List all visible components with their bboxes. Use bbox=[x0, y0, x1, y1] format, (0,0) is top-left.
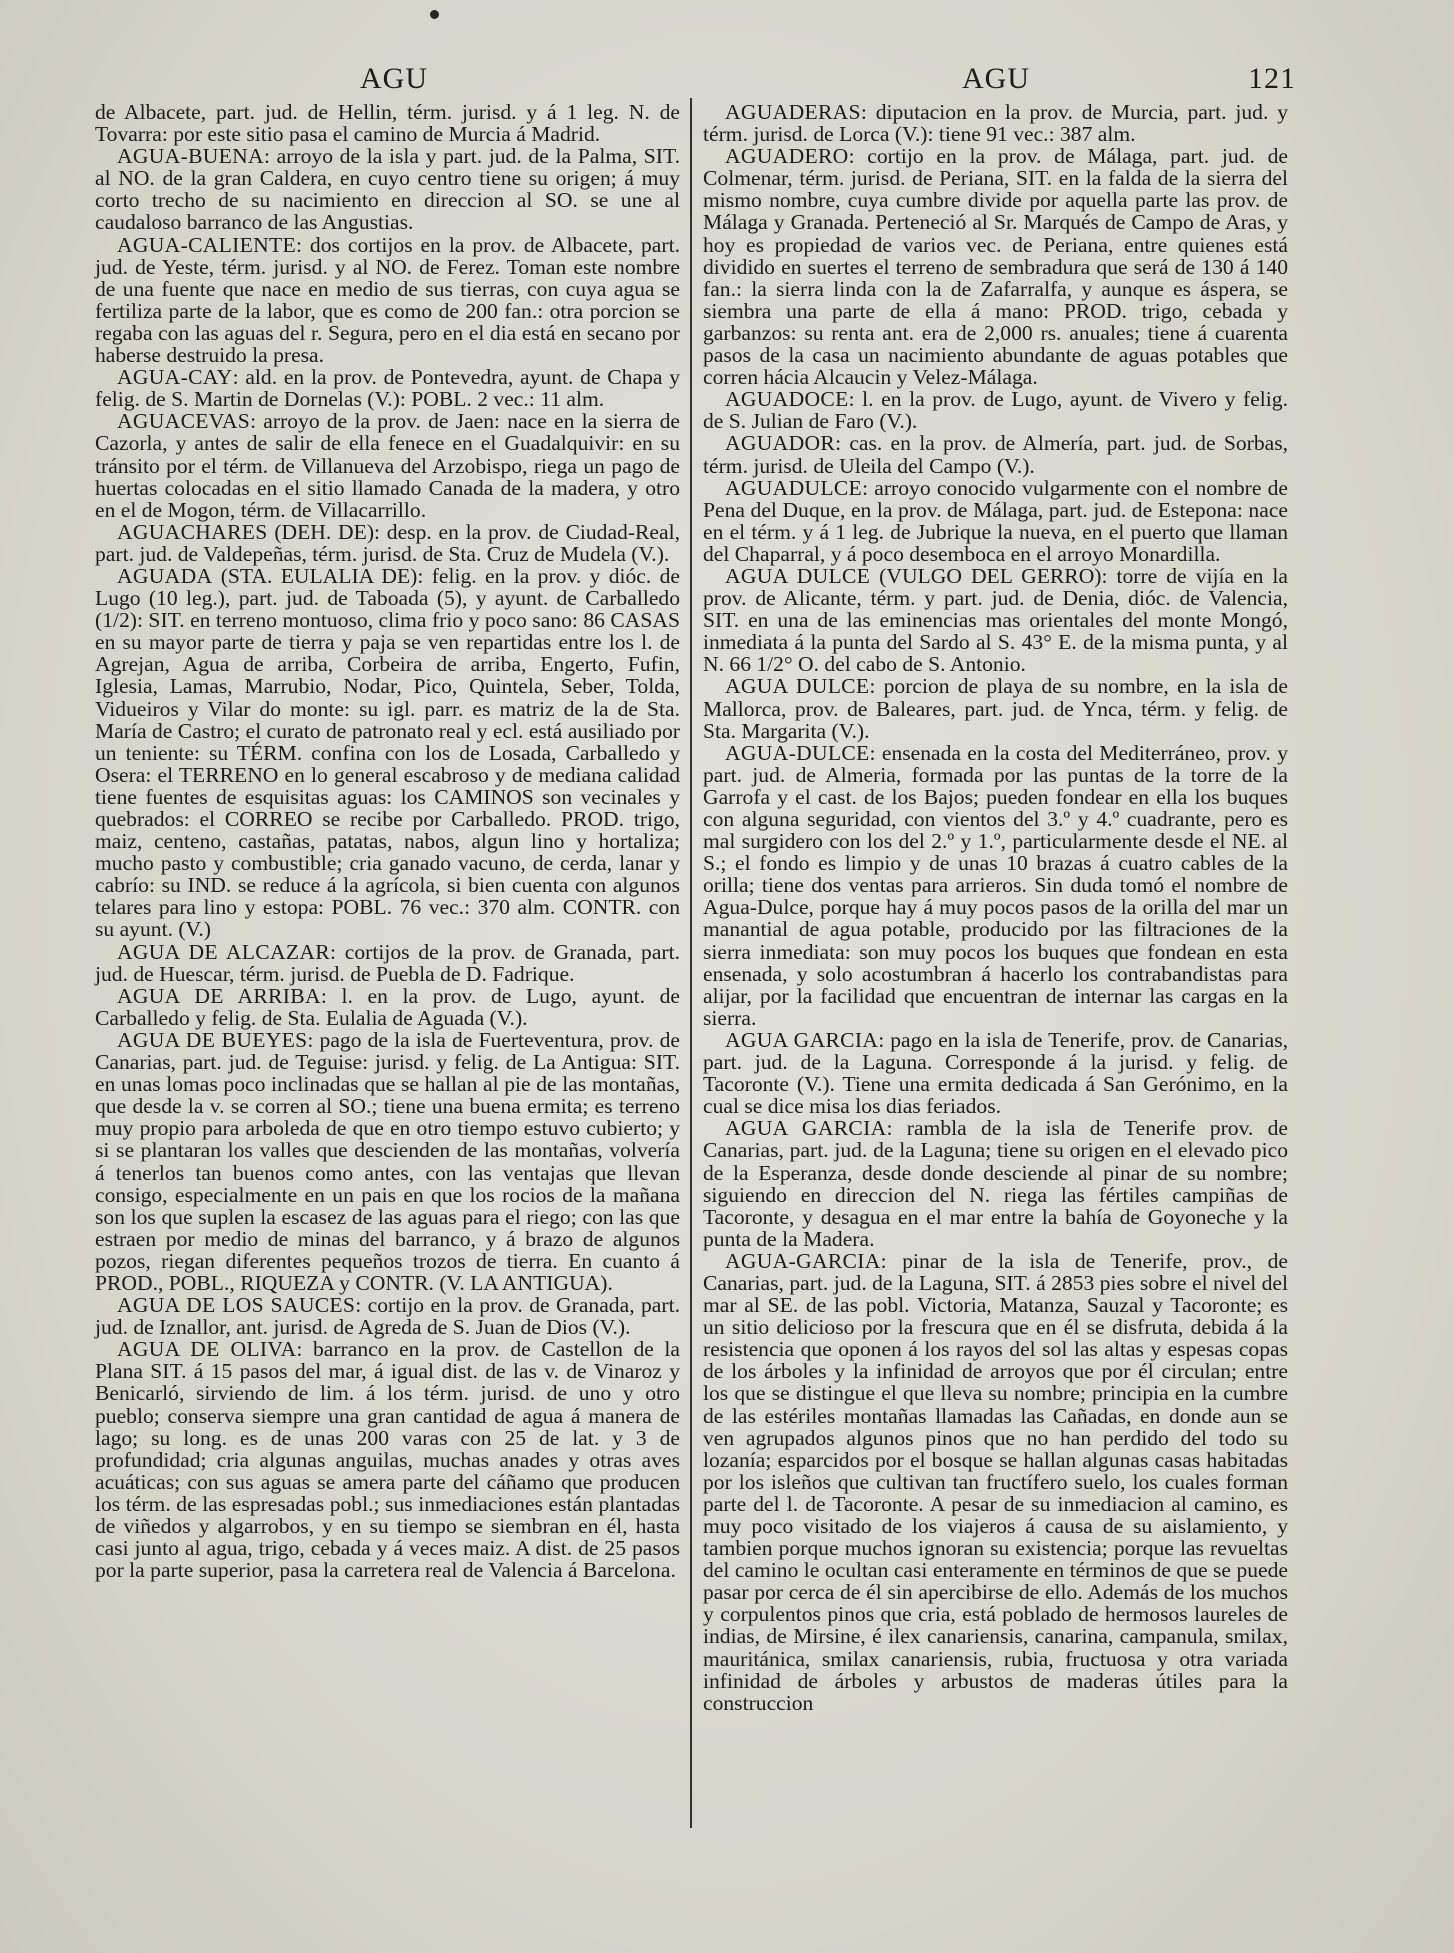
right-column bbox=[703, 101, 1288, 1714]
dictionary-entry bbox=[703, 101, 1288, 145]
entry-text: (DEH. DE): desp. en la prov. de Ciudad-Real, part. jud. de Valdepeñas, térm. jurisd. de Sta. Cruz de Mudela (V.). bbox=[95, 519, 680, 566]
dictionary-entry bbox=[95, 565, 680, 941]
entry-text: : dos cortijos en la prov. de Albacete, part. jud. de Yeste, térm. jurisd. y al NO. de Ferez. Toman este nombre de una fuente que nace en medio de sus tierras, con cuya agua se fertiliza parte de la labor, que es como de 200 fan.: otra porcion se regaba con las aguas del r. Segura, pero en el dia está en secano por haberse destruido la presa. bbox=[95, 232, 680, 368]
entry-text: : barranco en la prov. de Castellon de la Plana SIT. á 15 pasos del mar, á igual dist. de las v. de Vinaroz y Benicarló, sirviendo de lim. á los térm. jurisd. de uno y otro pueblo; conserva siempre una gran cantidad de agua á manera de lago; su long. es de unas 200 varas con 25 de lat. y 3 de profundidad; cria algunas anguilas, muchas anades y otras aves acuáticas; con sus aguas se amera parte del cáñamo que producen los térm. de las espresadas pobl.; sus inmediaciones están plantadas de viñedos y algarrobos, y en su tiempo se siembran en él, hasta casi junto al agua, trigo, cebada y á veces maiz. A dist. de 25 pasos por la parte superior, pasa la carretera real de Valencia á Barcelona. bbox=[95, 1337, 680, 1583]
entry-text: : cortijo en la prov. de Málaga, part. jud. de Colmenar, térm. jurisd. de Periana, SIT. en la falda de la sierra del mismo nombre, cuya cumbre divide por aquella parte las prov. de Málaga y Granada. Perteneció al Sr. Marqués de Campo de Aras, y hoy es propiedad de varios vec. de Periana, entre quienes está dividido en suertes el terreno de sembradura que será de 130 á 140 fan.: la sierra linda con la de Zafarralfa, y aunque es áspera, se siembra una parte de ella á mano: PROD. trigo, cebada y garbanzos: su renta ant. era de 2,000 rs. anuales; tiene á cuarenta pasos de la casa un nacimiento abundante de aguas potables que corren hácia Alcaucin y Velez-Málaga. bbox=[703, 144, 1288, 390]
entry-text: de Albacete, part. jud. de Hellin, térm. jurisd. y á 1 leg. N. de Tovarra: por este sitio pasa el camino de Murcia á Madrid. bbox=[95, 100, 680, 147]
dictionary-entry bbox=[703, 675, 1288, 741]
entry-text: : diputacion en la prov. de Murcia, part. jud. y térm. jurisd. de Lorca (V.): tiene 91 vec.: 387 alm. bbox=[703, 100, 1288, 147]
entry-text: : cortijos de la prov. de Granada, part. jud. de Huescar, térm. jurisd. de Puebla de D. Fadrique. bbox=[95, 939, 681, 986]
entry-headword: AGUA-CAY bbox=[117, 365, 233, 390]
entry-headword: AGUA DULCE bbox=[725, 674, 870, 699]
dictionary-entry bbox=[95, 1029, 680, 1294]
entry-headword: AGUA-DULCE bbox=[725, 740, 870, 765]
dictionary-entry bbox=[703, 565, 1288, 675]
entry-headword: AGUADOR bbox=[725, 431, 836, 456]
entry-headword: AGUA-GARCIA bbox=[725, 1248, 881, 1273]
dictionary-entry bbox=[95, 234, 680, 367]
entry-headword: AGUADERAS bbox=[725, 100, 861, 124]
entry-text: : arroyo de la prov. de Jaen: nace en la sierra de Cazorla, y antes de salir de ella fenece en el Guadalquivir: en su tránsito por el térm. de Villanueva del Arzobispo, riega un pago de huertas colocadas en el sitio llamado Canada de la madera, y otro en el de Mogon, térm. de Villacarrillo. bbox=[95, 409, 680, 522]
dictionary-entry bbox=[703, 145, 1288, 388]
entry-headword: AGUA-CALIENTE bbox=[117, 232, 297, 257]
dictionary-entry bbox=[95, 366, 680, 410]
dictionary-entry bbox=[95, 145, 680, 233]
dictionary-entry bbox=[95, 1294, 680, 1338]
entry-headword: AGUACHARES bbox=[117, 519, 268, 544]
entry-headword: AGUA GARCIA bbox=[725, 1027, 879, 1052]
entry-headword: AGUA GARCIA bbox=[725, 1116, 887, 1141]
entry-headword: AGUADERO bbox=[725, 144, 849, 169]
dictionary-entry bbox=[95, 410, 680, 520]
entry-text: : arroyo conocido vulgarmente con el nombre de Pena del Duque, en la prov. de Málaga, part. jud. de Estepona: nace en el térm. y á 1 leg. de Jubrique la nueva, en el puerto que llaman del Chaparral, y á poco desemboca en el arroyo Monardilla. bbox=[703, 475, 1288, 566]
ink-blot bbox=[430, 10, 439, 19]
entry-headword: AGUA DE ALCAZAR bbox=[117, 939, 330, 964]
entry-headword: AGUA DE OLIVA bbox=[117, 1337, 297, 1362]
entry-text: : l. en la prov. de Lugo, ayunt. de Carballedo y felig. de Sta. Eulalia de Aguada (V.). bbox=[95, 983, 680, 1030]
entry-text: (VULGO DEL GERRO): torre de vijía en la prov. de Alicante, térm. y part. jud. de Denia, dióc. de Valencia, SIT. en una de las eminencias mas orientales del monte Mongó, inmediata á la punta del Sardo al S. 43° E. de la misma punta, y al N. 66 1/2° O. del cabo de S. Antonio. bbox=[703, 563, 1289, 677]
entry-headword: AGUA DE BUEYES bbox=[117, 1027, 308, 1052]
entry-text: : cortijo en la prov. de Granada, part. jud. de Iznallor, ant. jurisd. de Agreda de S. Juan de Dios (V.). bbox=[95, 1293, 680, 1340]
entry-text: : ensenada en la costa del Mediterráneo, prov. y part. jud. de Almeria, formada por las puntas de la torre de la Garrofa y el cast. de los Bajos; pueden fondear en ella los buques con alguna seguridad, con vientos del 3.º y 4.º cuadrante, pero es mal surgidero con los del 2.º y 1.º, particularmente desde el NE. al S.; el fondo es limpio y de unas 10 brazas á cuatro cables de la orilla; tiene dos ventas para arrieros. Sin duda tomó el nombre de Agua-Dulce, porque hay á muy pocos pasos de la orilla del mar un manantial de agua potable, producido por las filtraciones de la sierra inmediata: son muy pocos los buques que fondean en esta ensenada, y solo acostumbran á hacerlo los contrabandistas para alijar, por la facilidad que encuentran de internar las cargas en la sierra. bbox=[703, 740, 1288, 1030]
dictionary-entry bbox=[95, 521, 680, 565]
dictionary-entry bbox=[703, 1250, 1288, 1714]
entry-headword: AGUA DE LOS SAUCES bbox=[117, 1293, 356, 1318]
entry-headword: AGUA DE ARRIBA bbox=[117, 983, 321, 1008]
dictionary-entry bbox=[95, 985, 680, 1029]
entry-headword: AGUACEVAS bbox=[117, 409, 251, 434]
dictionary-entry bbox=[703, 1029, 1288, 1117]
entry-text: : arroyo de la isla y part. jud. de la Palma, SIT. al NO. de la gran Caldera, en cuyo centro tiene su origen; á muy corto trecho de su nacimiento en direccion al SO. se une al caudaloso barranco de las Angustias. bbox=[95, 144, 680, 235]
dictionary-entry bbox=[703, 477, 1288, 565]
dictionary-entry bbox=[703, 1117, 1288, 1250]
entry-text: : pago en la isla de Tenerife, prov. de Canarias, part. jud. de la Laguna. Corresponde á la jurisd. y felig. de Tacoronte (V.). Tiene una ermita dedicada á San Gerónimo, en la cual se dice misa los dias feriados. bbox=[703, 1027, 1288, 1119]
entry-text: : pinar de la isla de Tenerife, prov., de Canarias, part. jud. de la Laguna, SIT. á 2853 pies sobre el nivel del mar al SE. de las pobl. Victoria, Matanza, Sauzal y Tacoronte; es un sitio delicioso por la frescura que en él se disfruta, debida á la resistencia que oponen á los rayos del sol las altas y espesas copas de los árboles y la infinidad de arroyos que por él circulan; entre los que se distingue el que lleva su nombre; principia en la cumbre de las estériles montañas llamadas las Cañadas, en donde aun se ven agrupados algunos pinos que no han perdido del todo su lozanía; esparcidos por el bosque se hallan algunas casas habitadas por los isleños que cultivan tan fructífero suelo, los cuales forman parte del l. de Tacoronte. A pesar de su inmediacion al camino, es muy poco visitado de los viajeros á causa de su aislamiento, y tambien porque muchos ignoran su existencia; porque las revueltas del camino le ocultan casi enteramente en términos de que se puede pasar por cerca de él sin apercibirse de ello. Además de los muchos y corpulentos pinos que cria, está poblado de hermosos laureles de indias, de Mirsine, é ilex canariensis, canarina, campanula, smilax, mauritánica, smilax canariensis, rubia, fructuosa y otra variada infinidad de árboles y arbustos de maderas útiles para la construccion bbox=[703, 1248, 1288, 1715]
dictionary-entry bbox=[703, 388, 1288, 432]
entry-text: : porcion de playa de su nombre, en la isla de Mallorca, prov. de Baleares, part. jud. de Ynca, térm. y felig. de Sta. Margarita (V.). bbox=[703, 674, 1288, 743]
dictionary-entry bbox=[703, 742, 1288, 1029]
column-divider bbox=[690, 98, 692, 1828]
dictionary-entry bbox=[703, 432, 1288, 476]
dictionary-entry bbox=[95, 101, 680, 145]
entry-headword: AGUADOCE bbox=[725, 387, 849, 412]
running-head-right: AGU bbox=[962, 62, 1030, 95]
entry-text: (STA. EULALIA DE): felig. en la prov. y dióc. de Lugo (10 leg.), part. jud. de Taboada (5), y ayunt. de Carballedo (1/2): SIT. en terreno montuoso, clima frio y poco sano: 86 CASAS en su mayor parte de tierra y paja se ven repartidas entre los l. de Agrejan, Agua de arriba, Corbeira de arriba, Engerto, Fufin, Iglesia, Lamas, Marrubio, Nodar, Pico, Quintela, Seber, Tolda, Vidueiros y Vilar do monte: su igl. parr. es matriz de la de Sta. María de Castro; el curato de patronato real y ecl. está ausiliado por un teniente: su TÉRM. confina con los de Losada, Carballedo y Osera: el TERRENO en lo general escabroso y de mediana calidad tiene fuentes de esquisitas aguas: los CAMINOS son vecinales y quebrados: el CORREO se recibe por Carballedo. PROD. trigo, maiz, centeno, castañas, patatas, nabos, algun lino y hortaliza; mucho pasto y combustible; cria ganado vacuno, de cerda, lanar y cabrío: su IND. se reduce á la agrícola, si bien cuenta con algunos telares para lino y estopa: POBL. 76 vec.: 370 alm. CONTR. con su ayunt. (V.) bbox=[95, 563, 680, 942]
entry-headword: AGUA DULCE bbox=[725, 563, 871, 588]
dictionary-entry bbox=[95, 941, 680, 985]
entry-text: : rambla de la isla de Tenerife prov. de Canarias, part. jud. de la Laguna; tiene su origen en el elevado pico de la Esperanza, desde donde desciende al pinar de su nombre; siguiendo en direccion del N. riega las fértiles campiñas de Tacoronte, y desagua en el mar entre la bahía de Goyoneche y la punta de la Madera. bbox=[703, 1116, 1289, 1251]
entry-text: : l. en la prov. de Lugo, ayunt. de Vivero y felig. de S. Julian de Faro (V.). bbox=[703, 387, 1288, 434]
entry-headword: AGUA-BUENA bbox=[117, 144, 264, 169]
entry-headword: AGUADA bbox=[117, 563, 213, 588]
entry-text: : ald. en la prov. de Pontevedra, ayunt. de Chapa y felig. de S. Martin de Dornelas (V.): POBL. 2 vec.: 11 alm. bbox=[95, 365, 680, 412]
page-number: 121 bbox=[1248, 62, 1296, 95]
entry-text: : pago de la isla de Fuerteventura, prov. de Canarias, part. jud. de Teguise: jurisd. y felig. de La Antigua: SIT. en unas lomas poco inclinadas que se hallan al pie de las montañas, que desde la v. se corren al SO.; tiene una buena ermita; es terreno muy propio para arboleda de que en otro tiempo estuvo cubierto; y si se plantaran los valles que descienden de las montañas, volvería á tenerlos tan buenos como antes, con las ventajas que llevan consigo, especialmente en un pais en que los rocios de la mañana son los que suplen la escasez de las aguas para el riego; con las que estraen por medio de minas del barranco, y á brazo de algunos pozos, riegan diferentes pequeños trozos de tierra. En cuanto á PROD., POBL., RIQUEZA y CONTR. (V. LA ANTIGUA). bbox=[95, 1027, 680, 1295]
left-column bbox=[95, 101, 680, 1581]
dictionary-entry bbox=[95, 1338, 680, 1581]
entry-text: : cas. en la prov. de Almería, part. jud. de Sorbas, térm. jurisd. de Uleila del Campo (V.). bbox=[703, 431, 1288, 478]
entry-headword: AGUADULCE bbox=[725, 475, 863, 500]
running-head-left: AGU bbox=[360, 62, 428, 95]
